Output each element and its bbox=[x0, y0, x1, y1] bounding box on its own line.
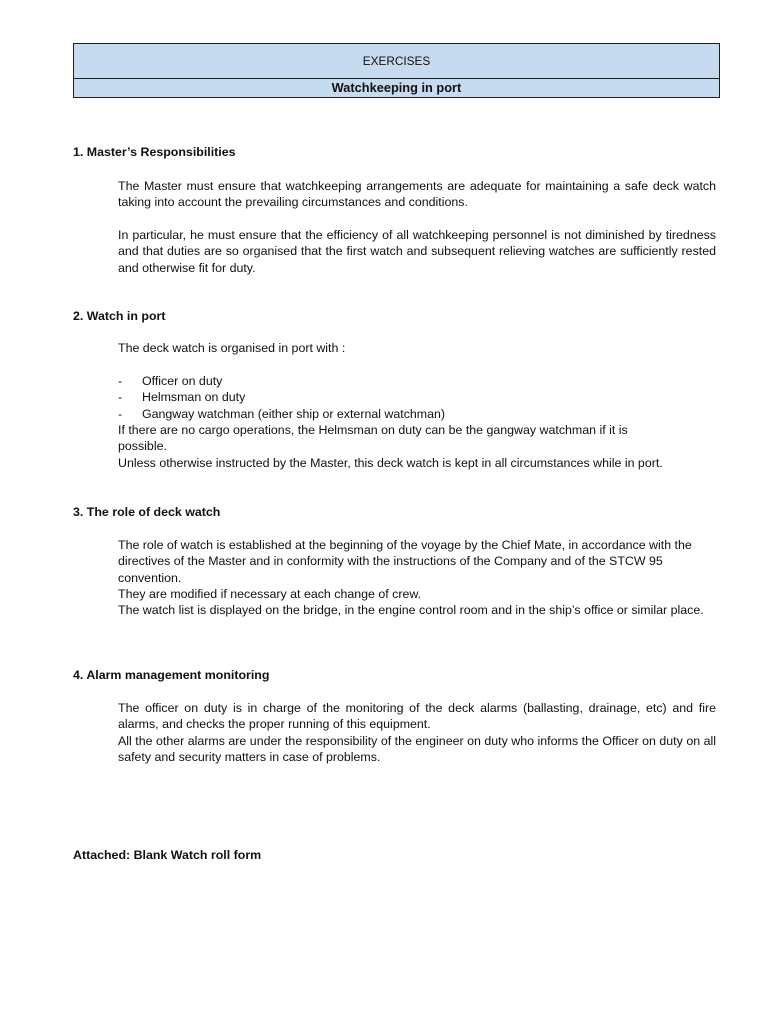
section-intro: The deck watch is organised in port with : bbox=[118, 341, 346, 355]
section-paragraph: All the other alarms are under the responsibility of the engineer on duty who informs the Officer on duty on all safety and security matters in case of problems. bbox=[118, 734, 716, 765]
section-paragraph: The role of watch is established at the beginning of the voyage by the Chief Mate, in accordance with the directives of the Master and in conformity with the instructions of the Company and of the STCW 95 convention. bbox=[118, 538, 692, 585]
list-marker: - bbox=[118, 390, 123, 405]
section-paragraph: Unless otherwise instructed by the Master, this deck watch is kept in all circumstances while in port. bbox=[118, 456, 663, 470]
section-heading-watch-in-port: 2. Watch in port bbox=[73, 309, 166, 323]
section-paragraph: If there are no cargo operations, the Helmsman on duty can be the gangway watchman if it is possible. bbox=[118, 423, 628, 454]
section-paragraph: The watch list is displayed on the bridge, in the engine control room and in the ship’s office or similar place. bbox=[118, 603, 704, 617]
section-paragraph: They are modified if necessary at each change of crew. bbox=[118, 587, 422, 601]
list-item-text: Gangway watchman (either ship or external watchman) bbox=[142, 406, 446, 421]
document-title: EXERCISES bbox=[362, 53, 431, 68]
watch-personnel-list bbox=[118, 373, 716, 422]
header-table bbox=[73, 43, 720, 98]
list-item bbox=[118, 373, 716, 389]
list-item-text: Helmsman on duty bbox=[142, 390, 246, 405]
section-heading-role-of-deck-watch: 3. The role of deck watch bbox=[73, 505, 221, 519]
section-paragraph: The officer on duty is in charge of the monitoring of the deck alarms (ballasting, drainage, etc) and fire alarms, and checks the proper running of this equipment. bbox=[118, 701, 716, 732]
list-item bbox=[118, 389, 716, 405]
attached-note: Attached: Blank Watch roll form bbox=[73, 848, 262, 862]
list-marker: - bbox=[118, 406, 123, 421]
section-paragraph: The Master must ensure that watchkeeping arrangements are adequate for maintaining a safe deck watch taking into account the prevailing circumstances and conditions. bbox=[118, 179, 716, 210]
document-subtitle: Watchkeeping in port bbox=[74, 78, 719, 97]
section-heading-masters-responsibilities: 1. Master’s Responsibilities bbox=[73, 145, 236, 159]
list-marker: - bbox=[118, 374, 123, 388]
list-item-text: Officer on duty bbox=[142, 374, 223, 388]
section-paragraph: In particular, he must ensure that the efficiency of all watchkeeping personnel is not diminished by tiredness and that duties are so organised that the first watch and subsequent relieving watches are sufficiently rested and otherwise fit for duty. bbox=[118, 228, 716, 275]
section-heading-alarm-management: 4. Alarm management monitoring bbox=[73, 668, 270, 682]
list-item bbox=[118, 406, 716, 422]
